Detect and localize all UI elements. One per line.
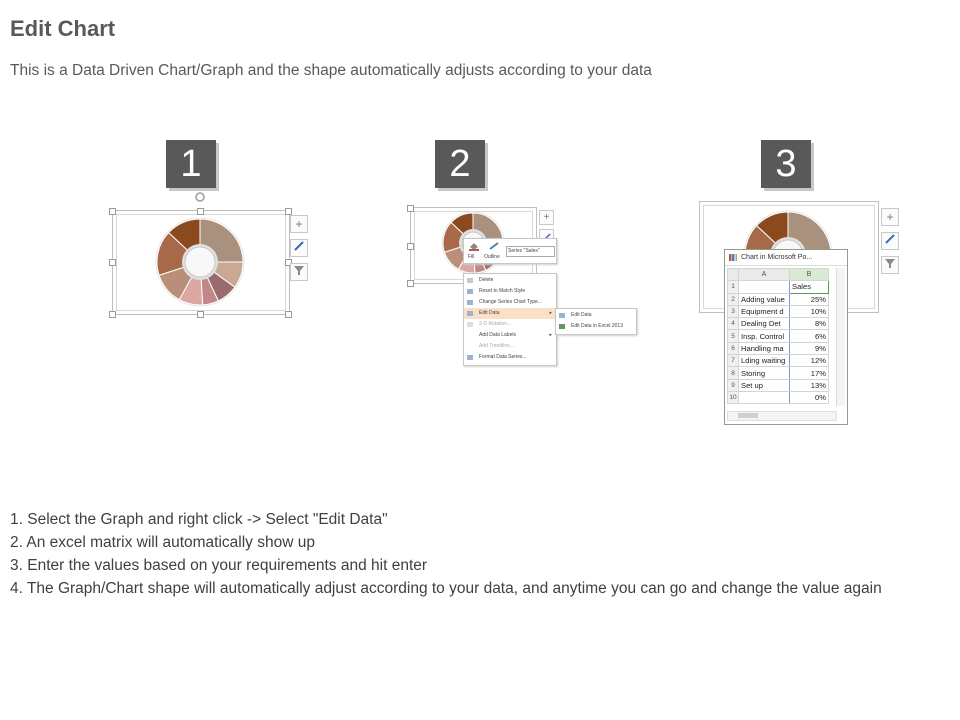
cell-b[interactable]: 13%: [790, 379, 829, 391]
excel-window[interactable]: [724, 249, 848, 425]
row-number[interactable]: 10: [728, 391, 739, 403]
cell-a[interactable]: Dealing Det: [739, 318, 790, 330]
cell-a[interactable]: Handling ma: [739, 342, 790, 354]
cell-a[interactable]: Equipment d: [739, 305, 790, 317]
donut-hole: [185, 247, 215, 277]
submenu-item-edit-data[interactable]: Edit Data: [556, 310, 636, 321]
table-row[interactable]: [728, 342, 829, 354]
cell-b[interactable]: 8%: [790, 318, 829, 330]
table-row[interactable]: [728, 391, 829, 403]
plus-icon[interactable]: +: [539, 210, 554, 225]
chevron-right-icon: ▸: [549, 310, 552, 316]
table-row[interactable]: [728, 367, 829, 379]
page-subtitle: This is a Data Driven Chart/Graph and the shape automatically adjusts according to your data: [10, 62, 652, 79]
excel-title-bar: [725, 250, 847, 266]
menu-item-3d-rotation: 3-D Rotation...: [464, 319, 556, 330]
cell-a[interactable]: Lding waiting: [739, 355, 790, 367]
row-number[interactable]: 9: [728, 379, 739, 391]
table-row[interactable]: [728, 318, 829, 330]
page-title: Edit Chart: [10, 16, 116, 41]
filter-icon[interactable]: [881, 256, 899, 274]
horizontal-scrollbar[interactable]: [727, 411, 837, 421]
row-number[interactable]: 1: [728, 281, 739, 293]
menu-item-delete[interactable]: Delete: [464, 275, 556, 286]
table-row[interactable]: [728, 293, 829, 305]
fill-label: Fill: [468, 254, 475, 260]
submenu-item-edit-in-excel[interactable]: Edit Data in Excel 2013: [556, 321, 636, 332]
cell-a[interactable]: Adding value: [739, 293, 790, 305]
cell-b[interactable]: 17%: [790, 367, 829, 379]
plus-icon[interactable]: +: [881, 208, 899, 226]
cell-b[interactable]: 12%: [790, 355, 829, 367]
menu-item-reset[interactable]: Reset to Match Style: [464, 286, 556, 297]
column-header-a[interactable]: A: [739, 269, 790, 281]
outline-label: Outline: [484, 254, 500, 260]
series-dropdown[interactable]: Series "Sales": [506, 246, 555, 257]
row-number[interactable]: 2: [728, 293, 739, 305]
outline-icon[interactable]: [488, 241, 500, 251]
instruction-3: 3. Enter the values based on your requirements and hit enter: [10, 557, 428, 574]
instruction-2: 2. An excel matrix will automatically show up: [10, 534, 315, 551]
table-row[interactable]: [728, 330, 829, 342]
submenu-edit-data: [555, 308, 637, 335]
chart-icon: [729, 254, 737, 261]
cell-a[interactable]: Storing: [739, 367, 790, 379]
cell-b[interactable]: 9%: [790, 342, 829, 354]
row-number[interactable]: 7: [728, 355, 739, 367]
vertical-scrollbar[interactable]: [836, 268, 845, 406]
brush-icon[interactable]: [290, 239, 308, 257]
step-number-3: 3: [761, 140, 811, 188]
instruction-1: 1. Select the Graph and right click -> Select "Edit Data": [10, 511, 388, 528]
cell-b[interactable]: 25%: [790, 293, 829, 305]
row-number[interactable]: 6: [728, 342, 739, 354]
mini-toolbar: [463, 238, 557, 264]
cell-a[interactable]: [739, 391, 790, 403]
excel-grid[interactable]: [727, 268, 829, 404]
row-number[interactable]: 3: [728, 305, 739, 317]
cell-b[interactable]: 6%: [790, 330, 829, 342]
cell-b[interactable]: Sales: [790, 281, 829, 293]
menu-item-add-trendline: Add Trendline...: [479, 343, 515, 349]
excel-window-title: Chart in Microsoft Po...: [741, 254, 813, 261]
column-header-b[interactable]: B: [790, 269, 829, 281]
table-row[interactable]: [728, 355, 829, 367]
row-number[interactable]: 8: [728, 367, 739, 379]
context-menu: [463, 273, 557, 366]
menu-item-change-type[interactable]: Change Series Chart Type...: [464, 297, 556, 308]
menu-item-add-labels[interactable]: Add Data Labels ▸: [464, 330, 556, 341]
table-row[interactable]: [728, 281, 829, 293]
instruction-4: 4. The Graph/Chart shape will automatically adjust according to your data, and anytime you can go and change the value again: [10, 580, 882, 597]
cell-a[interactable]: Insp. Control: [739, 330, 790, 342]
table-row[interactable]: [728, 305, 829, 317]
row-number[interactable]: 5: [728, 330, 739, 342]
cell-b[interactable]: 0%: [790, 391, 829, 403]
step-number-1: 1: [166, 140, 216, 188]
row-number[interactable]: 4: [728, 318, 739, 330]
menu-item-format-series[interactable]: Format Data Series...: [464, 352, 556, 363]
cell-b[interactable]: 10%: [790, 305, 829, 317]
rotate-handle-icon[interactable]: [193, 190, 207, 204]
chevron-right-icon: ▸: [549, 332, 552, 338]
cell-a[interactable]: Set up: [739, 379, 790, 391]
fill-icon[interactable]: [468, 241, 480, 251]
brush-icon[interactable]: [881, 232, 899, 250]
step-number-2: 2: [435, 140, 485, 188]
instructions: [10, 508, 945, 600]
cell-a[interactable]: [739, 281, 790, 293]
filter-icon[interactable]: [290, 263, 308, 281]
table-row[interactable]: [728, 379, 829, 391]
donut-chart-3[interactable]: [0, 0, 1, 1]
menu-item-edit-data[interactable]: Edit Data ▸: [464, 308, 556, 319]
plus-icon[interactable]: +: [290, 215, 308, 233]
